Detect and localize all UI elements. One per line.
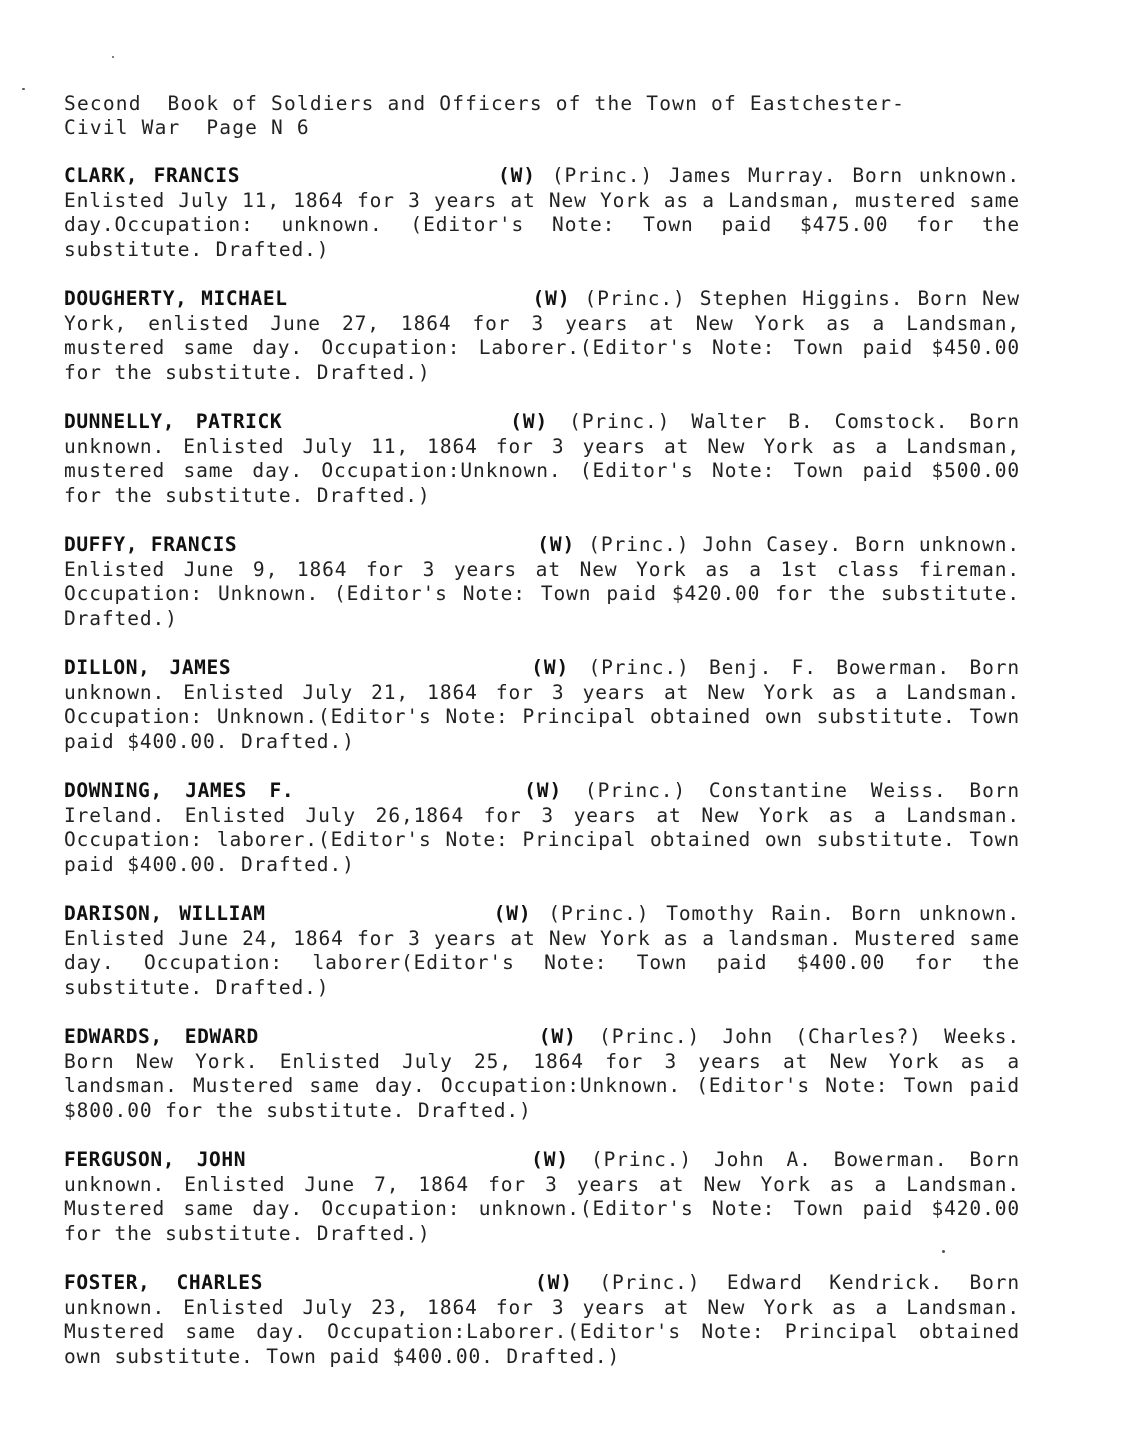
soldier-entry (64, 779, 1020, 877)
page-header (64, 92, 1020, 140)
soldier-entry (64, 656, 1020, 754)
soldier-name: EDWARDS, EDWARD (64, 1025, 259, 1048)
soldier-entry (64, 164, 1020, 262)
header-subtitle: Civil War Page N 6 (64, 116, 310, 139)
entry-details: (Princ.) Edward Kendrick. Born unknown. Enlisted July 23, 1864 for 3 years at New York as a Landsman. Mustered same day. Occupation:Laborer.(Editor's Note: Principal obtained own substitute. Town paid $400.00. Drafted.) (64, 1271, 1020, 1368)
ward-tag: (W) (498, 164, 536, 187)
ward-tag: (W) (538, 1025, 577, 1048)
document-page (64, 92, 1020, 1394)
ward-tag: (W) (537, 533, 576, 556)
ward-tag: (W) (532, 287, 571, 310)
entry-details: (Princ.) Walter B. Comstock. Born unknown. Enlisted July 11, 1864 for 3 years at New York as a Landsman, mustered same day. Occupation:Unknown. (Editor's Note: Town paid $500.00 for the substitute. Drafted.) (64, 410, 1020, 507)
soldier-entry (64, 1025, 1020, 1123)
soldier-entry (64, 287, 1020, 385)
ward-tag: (W) (531, 656, 570, 679)
soldier-name: DUFFY, FRANCIS (64, 533, 238, 556)
ward-tag: (W) (510, 410, 549, 433)
entry-text (64, 164, 1020, 262)
soldier-name: DOUGHERTY, MICHAEL (64, 287, 288, 310)
soldier-name: DUNNELLY, PATRICK (64, 410, 283, 433)
header-title: Second Book of Soldiers and Officers of the Town of Eastchester- (64, 92, 906, 115)
soldier-name: DOWNING, JAMES F. (64, 779, 295, 802)
soldier-entry (64, 902, 1020, 1000)
ward-tag: (W) (531, 1148, 569, 1171)
scan-speck (22, 88, 25, 90)
entry-text (64, 779, 1020, 877)
entry-text (64, 533, 1020, 631)
entry-text (64, 287, 1020, 385)
scan-speck (112, 56, 114, 58)
soldier-name: CLARK, FRANCIS (64, 164, 241, 187)
entry-text (64, 1025, 1020, 1123)
entry-details: (Princ.) John (Charles?) Weeks. Born New York. Enlisted July 25, 1864 for 3 years at New York as a landsman. Mustered same day. Occupation:Unknown. (Editor's Note: Town paid $800.00 for the substitute. Drafted.) (64, 1025, 1020, 1122)
entry-details: (Princ.) Stephen Higgins. Born New York, enlisted June 27, 1864 for 3 years at New York as a Landsman, mustered same day. Occupation: Laborer.(Editor's Note: Town paid $450.00 for the substitute. Drafted.) (64, 287, 1020, 384)
entry-details: (Princ.) James Murray. Born unknown. Enlisted July 11, 1864 for 3 years at New York as a Landsman, mustered same day.Occupation: unknown. (Editor's Note: Town paid $475.00 for the substitute. Drafted.) (64, 164, 1020, 261)
ward-tag: (W) (524, 779, 563, 802)
soldier-entry (64, 1148, 1020, 1246)
entry-text (64, 902, 1020, 1000)
entry-details: (Princ.) John A. Bowerman. Born unknown. Enlisted June 7, 1864 for 3 years at New York as a Landsman. Mustered same day. Occupation: unknown.(Editor's Note: Town paid $420.00 for the substitute. Drafted.) (64, 1148, 1021, 1245)
entry-text (64, 410, 1020, 508)
entry-text (64, 1271, 1020, 1369)
entry-details: (Princ.) Tomothy Rain. Born unknown. Enlisted June 24, 1864 for 3 years at New York as a landsman. Mustered same day. Occupation: laborer(Editor's Note: Town paid $400.00 for the substitute. Drafted.) (64, 902, 1020, 999)
soldier-entry (64, 1271, 1020, 1369)
ward-tag: (W) (534, 1271, 573, 1294)
entry-details: (Princ.) Benj. F. Bowerman. Born unknown. Enlisted July 21, 1864 for 3 years at New York as a Landsman. Occupation: Unknown.(Editor's Note: Principal obtained own substitute. Town paid $400.00. Drafted.) (64, 656, 1021, 753)
entry-text (64, 656, 1020, 754)
entry-details: (Princ.) John Casey. Born unknown. Enlisted June 9, 1864 for 3 years at New York as a 1st class fireman. Occupation: Unknown. (Editor's Note: Town paid $420.00 for the substitute. Drafted.) (64, 533, 1020, 630)
entry-details: (Princ.) Constantine Weiss. Born Ireland. Enlisted July 26,1864 for 3 years at New York as a Landsman. Occupation: laborer.(Editor's Note: Principal obtained own substitute. Town paid $400.00. Drafted.) (64, 779, 1020, 876)
soldier-entry (64, 410, 1020, 508)
ward-tag: (W) (493, 902, 532, 925)
soldier-name: DILLON, JAMES (64, 656, 232, 679)
soldier-name: FERGUSON, JOHN (64, 1148, 247, 1171)
soldier-name: FOSTER, CHARLES (64, 1271, 263, 1294)
entry-text (64, 1148, 1020, 1246)
soldier-entries (64, 164, 1020, 1369)
soldier-name: DARISON, WILLIAM (64, 902, 266, 925)
soldier-entry (64, 533, 1020, 631)
